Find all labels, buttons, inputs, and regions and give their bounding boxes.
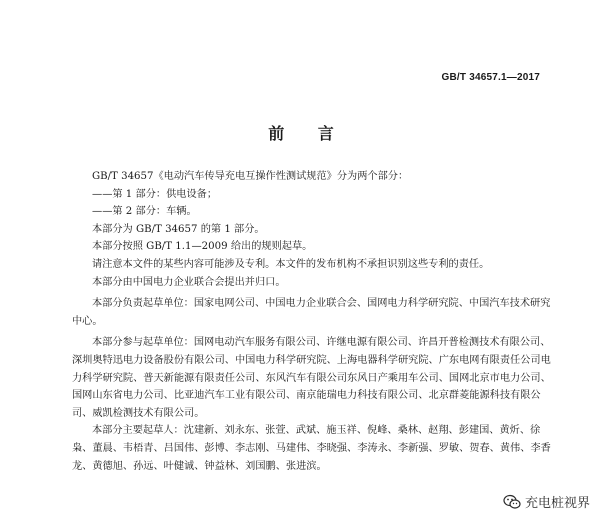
paragraph-participating-units: 本部分参与起草单位：国网电动汽车服务有限公司、许继电源有限公司、许昌开普检测技术有限公司、深圳奥特迅电力设备股份有限公司、中国电力科学研究院、上海电器科学研究院、广东电网有限责任公司电力科学研究院、普天新能源有限责任公司、东风汽车有限公司东风日产乘用车公司、国网北京市电力公司、国网山东省电力公司、比亚迪汽车工业有限公司、南京能瑞电力科技有限公司、北京群菱能源科技有限公司、威凯检测技术有限公司。 [72,337,551,419]
standard-number: GB/T 34657.1—2017 [441,72,540,83]
watermark [503,492,590,511]
paragraph-intro: GB/T 34657《电动汽车传导充电互操作性测试规范》分为两个部分： [92,171,409,182]
page-title: 前 言 [268,124,348,143]
document-body [72,168,558,475]
paragraph-drafting-rules: 本部分按照 GB/T 1.1—2009 给出的规则起草。 [92,241,313,253]
list-item-part-1: ——第 1 部分：供电设备； [92,188,218,200]
paragraph-main-drafters: 本部分主要起草人：沈建新、刘永东、张萱、武斌、施玉祥、倪峰、桑林、赵翔、彭建国、黄炘、徐枭、董晨、韦梧青、吕国伟、彭博、李志刚、马建伟、李晓强、李涛永、李新强、罗敏、贺春、黄伟、李香龙、黄德旭、孙远、叶健诚、钟益林、刘国鹏、张进滨。 [72,425,551,472]
wechat-icon [503,494,521,510]
list-item-part-2: ——第 2 部分：车辆。 [92,206,197,218]
paragraph-proposed-by: 本部分由中国电力企业联合会提出并归口。 [92,276,286,288]
paragraph-patent-notice: 请注意本文件的某些内容可能涉及专利。本文件的发布机构不承担识别这些专利的责任。 [92,258,490,270]
watermark-text: 充电桩视界 [524,496,590,511]
paragraph-part-statement: 本部分为 GB/T 34657 的第 1 部分。 [92,223,265,235]
paragraph-responsible-units: 本部分负责起草单位：国家电网公司、中国电力企业联合会、国网电力科学研究院、中国汽车技术研究中心。 [72,298,551,327]
